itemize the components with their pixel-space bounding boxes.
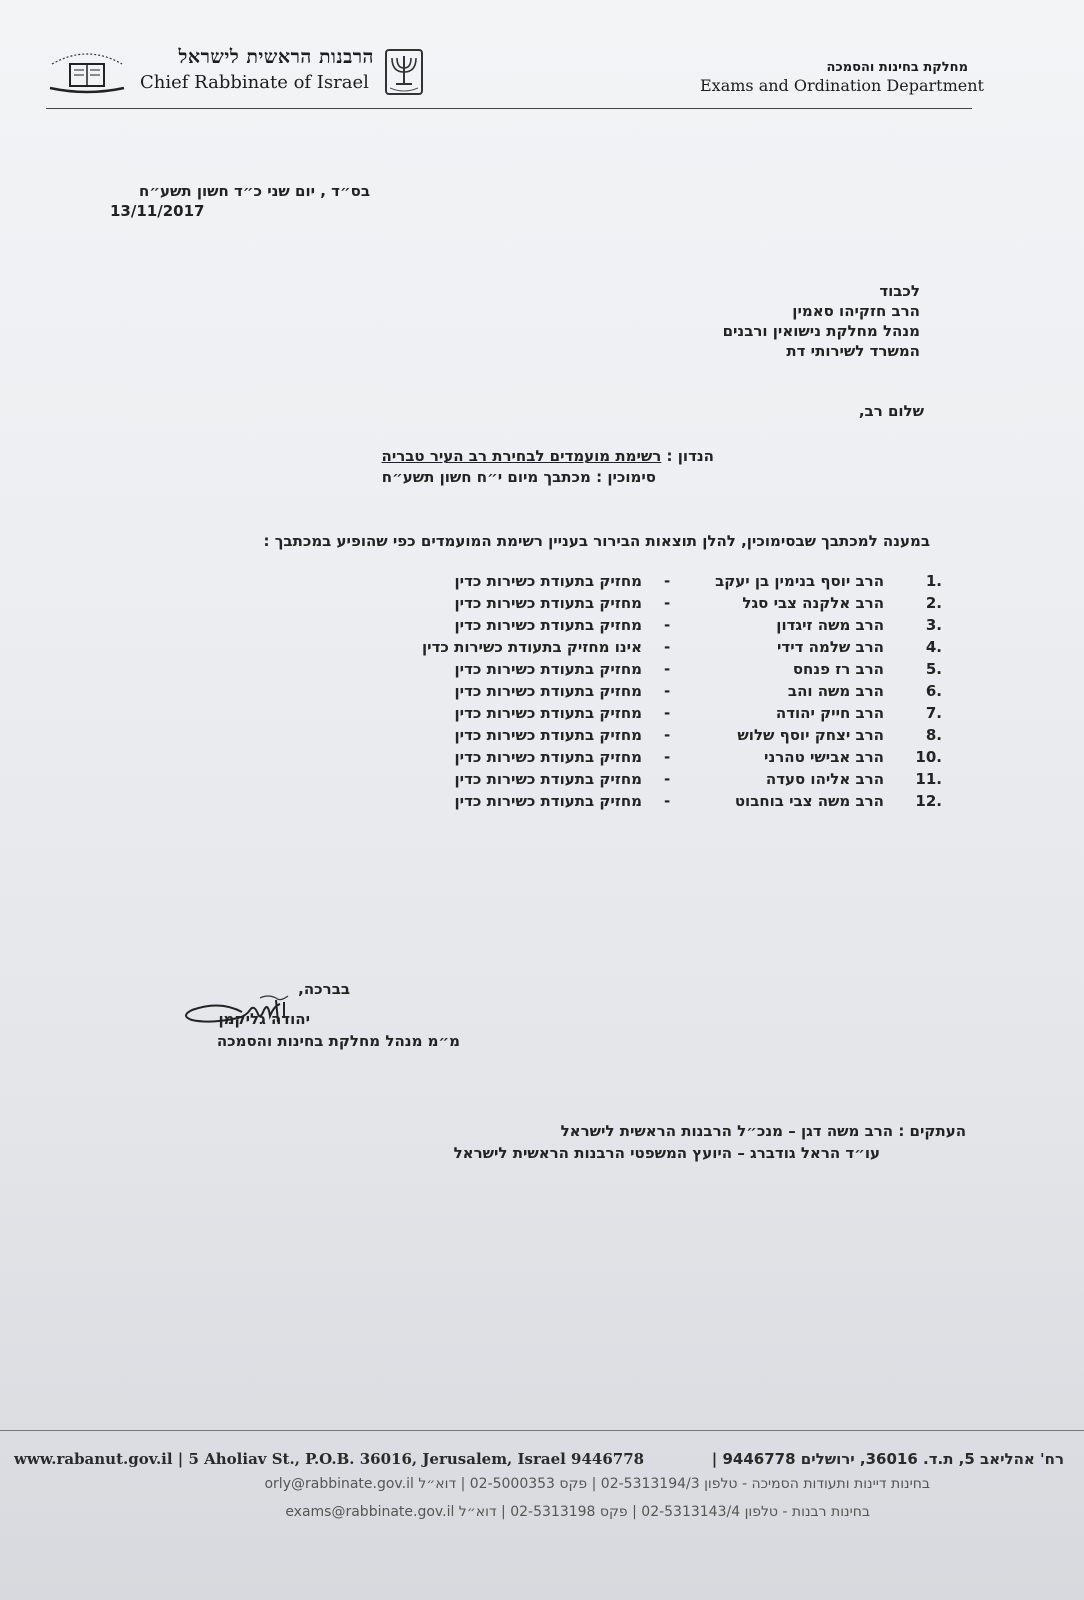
closing-title: מ״מ מנהל מחלקת בחינות והסמכה	[216, 1032, 460, 1050]
list-item	[360, 660, 960, 682]
list-item	[360, 572, 960, 594]
list-item	[360, 682, 960, 704]
list-item-name: הרב אליהו סעדה	[765, 770, 884, 788]
list-item-name: הרב אבישי טהרני	[764, 748, 884, 766]
footer-exams-rabbanut: בחינות רבנות - טלפון 02-5313143/4 | פקס 02-5313198 | דוא״ל exams@rabbinate.gov.il	[285, 1504, 870, 1520]
list-item-dash: -	[664, 594, 671, 612]
recipient-line-2: הרב חזקיהו סאמין	[792, 302, 920, 320]
list-item-status: מחזיק בתעודת כשירות כדין	[454, 770, 642, 788]
dept-name-hebrew: מחלקת בחינות והסמכה	[826, 60, 968, 75]
recipient-line-4: המשרד לשירותי דת	[786, 342, 920, 360]
list-item-status: מחזיק בתעודת כשירות כדין	[454, 660, 642, 678]
list-item-name: הרב יוסף בנימין בן יעקב	[715, 572, 884, 590]
org-name-english: Chief Rabbinate of Israel	[140, 72, 369, 93]
menorah-emblem-icon	[384, 48, 424, 96]
list-item	[360, 594, 960, 616]
closing-name: יהודה גליקמן	[218, 1010, 310, 1028]
list-item-name: הרב אלקנה צבי סגל	[742, 594, 884, 612]
list-item-status: מחזיק בתעודת כשירות כדין	[454, 704, 642, 722]
cc-label: העתקים :	[898, 1122, 966, 1140]
list-item-status: מחזיק בתעודת כשירות כדין	[454, 748, 642, 766]
list-item-status: מחזיק בתעודת כשירות כדין	[454, 682, 642, 700]
list-item-dash: -	[664, 770, 671, 788]
cc-recipient-1: הרב משה דגן – מנכ״ל הרבנות הראשית לישראל	[560, 1122, 894, 1140]
list-item-name: הרב חייק יהודה	[775, 704, 884, 722]
list-item-name: הרב משה צבי בוחבוט	[734, 792, 884, 810]
cc-line-1	[400, 1122, 966, 1140]
date-hebrew: בס״ד , יום שני כ״ד חשון תשע״ח	[139, 182, 370, 200]
dept-name-english: Exams and Ordination Department	[700, 76, 984, 95]
list-item	[360, 770, 960, 792]
list-item	[360, 704, 960, 726]
footer-address-english: www.rabanut.gov.il | 5 Aholiav St., P.O.B. 36016, Jerusalem, Israel 9446778	[14, 1450, 645, 1468]
list-item-name: הרב משה זיגדון	[776, 616, 884, 634]
list-item	[360, 748, 960, 770]
list-item-dash: -	[664, 660, 671, 678]
list-item	[360, 638, 960, 660]
open-book-logo-icon	[46, 42, 128, 98]
recipient-line-3: מנהל מחלקת נישואין ורבנים	[722, 322, 920, 340]
list-item-number: 8.	[925, 726, 942, 744]
intro-paragraph: במענה למכתבך שבסימוכין, להלן תוצאות הבירור בעניין רשימת המועמדים כפי שהופיע במכתבך :	[263, 532, 930, 550]
list-item	[360, 616, 960, 638]
subject-label: הנדון :	[666, 447, 714, 465]
header-divider	[46, 108, 972, 109]
list-item-status: מחזיק בתעודת כשירות כדין	[454, 572, 642, 590]
list-item-dash: -	[664, 572, 671, 590]
subject-text: רשימת מועמדים לבחירת רב העיר טבריה	[381, 447, 662, 465]
list-item	[360, 726, 960, 748]
list-item-dash: -	[664, 726, 671, 744]
list-item-name: הרב רז פנחס	[792, 660, 884, 678]
list-item-number: 4.	[925, 638, 942, 656]
candidate-list	[360, 572, 960, 822]
date-gregorian: 13/11/2017	[110, 202, 205, 220]
subject-reference: סימוכין : מכתבך מיום י״ח חשון תשע״ח	[381, 468, 656, 486]
list-item-number: 3.	[925, 616, 942, 634]
list-item-dash: -	[664, 792, 671, 810]
org-name-hebrew: הרבנות הראשית לישראל	[178, 46, 374, 68]
greeting: שלום רב,	[858, 402, 924, 420]
list-item-status: מחזיק בתעודת כשירות כדין	[454, 792, 642, 810]
list-item-number: 7.	[925, 704, 942, 722]
list-item-status: מחזיק בתעודת כשירות כדין	[454, 616, 642, 634]
footer-exams-dayanut: בחינות דיינות ותעודות הסמיכה - טלפון 02-5313194/3 | פקס 02-5000353 | דוא״ל orly@rabbinate.gov.il	[264, 1476, 930, 1492]
footer-divider	[0, 1430, 1084, 1431]
list-item-dash: -	[664, 748, 671, 766]
list-item-dash: -	[664, 682, 671, 700]
list-item-name: הרב משה והב	[787, 682, 884, 700]
list-item-number: 5.	[925, 660, 942, 678]
list-item-status: מחזיק בתעודת כשירות כדין	[454, 594, 642, 612]
list-item-dash: -	[664, 616, 671, 634]
list-item-number: 11.	[915, 770, 942, 788]
list-item-name: הרב יצחק יוסף שלוש	[737, 726, 884, 744]
list-item-name: הרב שלמה דידי	[776, 638, 884, 656]
list-item-number: 1.	[925, 572, 942, 590]
cc-recipient-2: עו״ד הראל גודברג – היועץ המשפטי הרבנות הראשית לישראל	[453, 1144, 880, 1162]
list-item-dash: -	[664, 638, 671, 656]
list-item	[360, 792, 960, 814]
list-item-number: 6.	[925, 682, 942, 700]
list-item-number: 10.	[915, 748, 942, 766]
subject-line	[300, 447, 714, 465]
list-item-status: אינו מחזיק בתעודת כשירות כדין	[422, 638, 642, 656]
closing-blessing: בברכה,	[298, 980, 350, 998]
list-item-number: 2.	[925, 594, 942, 612]
list-item-dash: -	[664, 704, 671, 722]
recipient-line-1: לכבוד	[879, 282, 920, 300]
list-item-number: 12.	[915, 792, 942, 810]
list-item-status: מחזיק בתעודת כשירות כדין	[454, 726, 642, 744]
footer-address-hebrew: רח' אהליאב 5, ת.ד. 36016, ירושלים 9446778 |	[711, 1450, 1064, 1468]
